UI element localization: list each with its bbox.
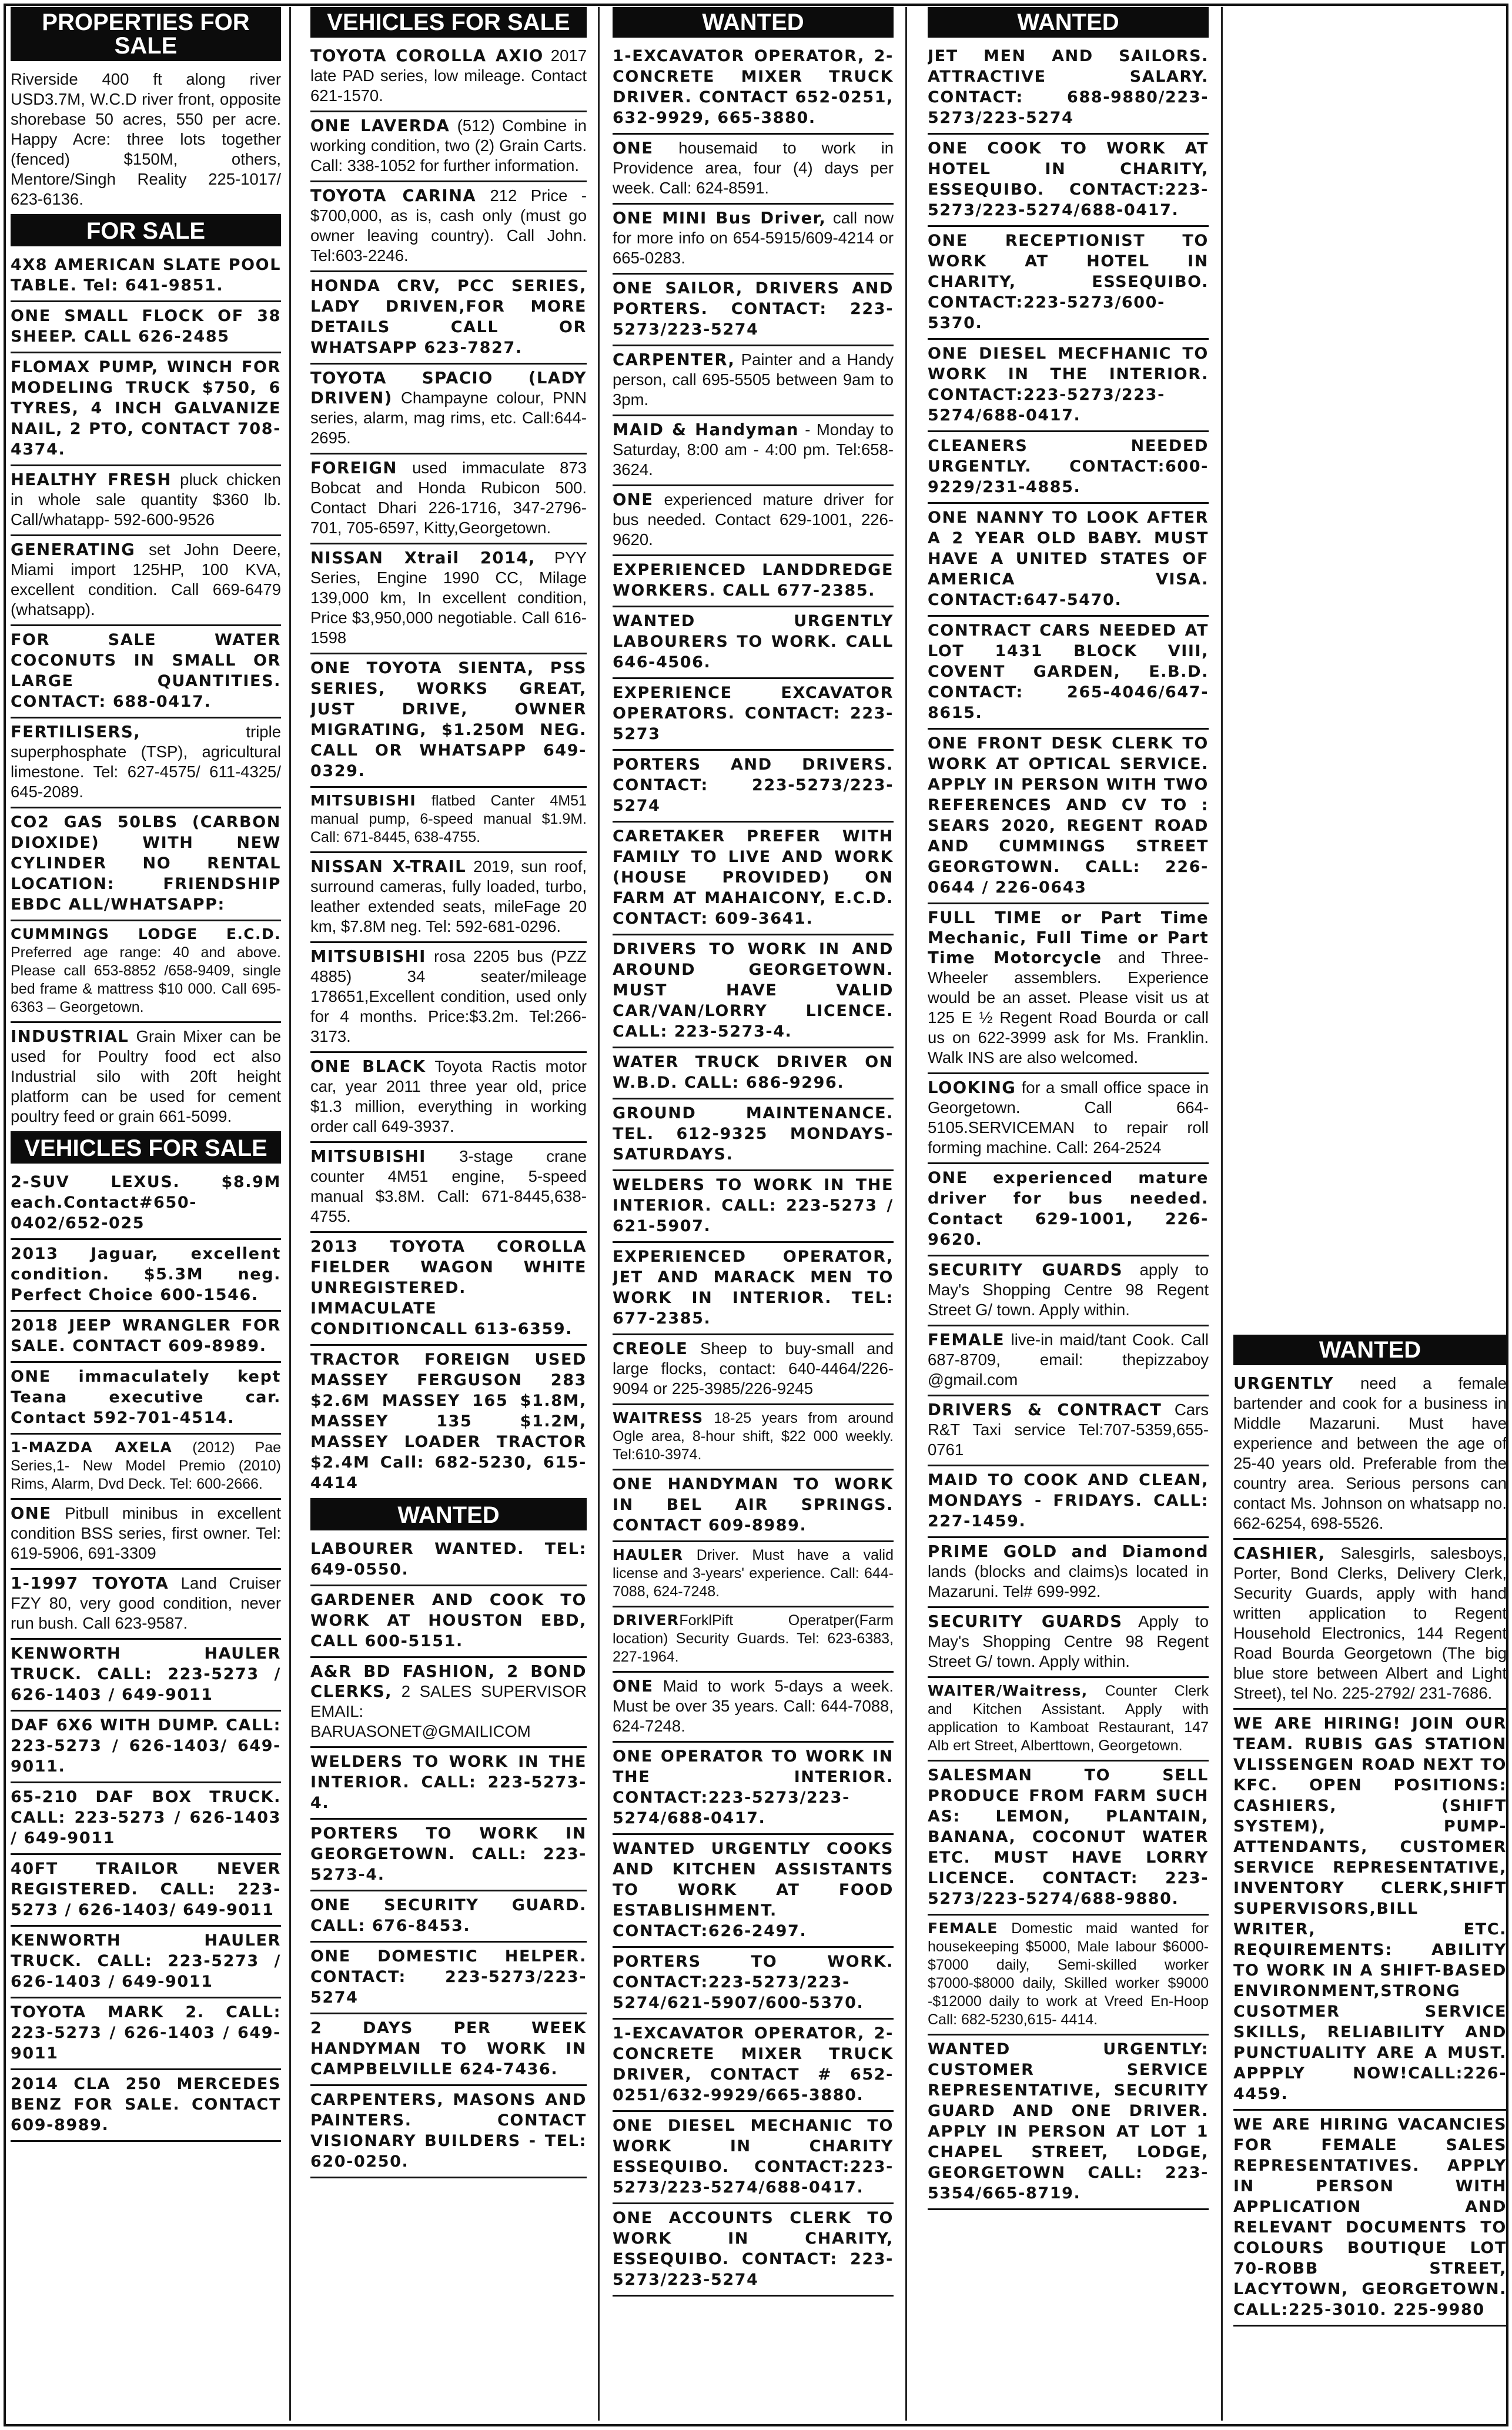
ad-text: 2013 Jaguar, excellent condition. $5.3M neg. Perfect Choice 600-1546. — [11, 1245, 281, 1304]
classified-ad — [11, 1640, 281, 1712]
classified-ad — [613, 607, 894, 679]
column-vehicles-for-sale — [310, 7, 587, 2421]
ad-lead: SECURITY GUARDS — [928, 1261, 1123, 1279]
ad-lead: PRIME GOLD and Diamond — [928, 1542, 1209, 1561]
ad-text: 2 SALES SUPERVISOR EMAIL: BARUASONET@GMAILICOM — [310, 1682, 587, 1740]
ad-text: (512) Combine in working condition, two (2) Grain Carts. Call: 338-1052 for further information. — [310, 116, 587, 175]
classified-ad — [11, 353, 281, 466]
ad-lead: HAULER — [613, 1546, 684, 1563]
classified-ad — [928, 135, 1209, 227]
classified-ad — [11, 536, 281, 626]
ad-text: WE ARE HIRING VACANCIES FOR FEMALE SALES REPRESENTATIVES. APPLY IN PERSON WITH APPLICATION AND RELEVANT DOCUMENTS TO COLOURS BOUTIQUE LOT 70-ROBB STREET, LACYTOWN, GEORGETOWN. CALL:225-3010. 225-9980 — [1233, 2115, 1507, 2319]
classified-ad — [613, 679, 894, 751]
ad-lead: URGENTLY — [1233, 1374, 1334, 1393]
classified-ad — [928, 1608, 1209, 1678]
ad-text: 2018 JEEP WRANGLER FOR SALE. CONTACT 609-8989. — [11, 1316, 281, 1355]
ad-text: Counter Clerk and Kitchen Assistant. Apply with application to Kamboat Restaurant, 147 Alb ert Street, Alberttown, Georgetown. — [928, 1683, 1209, 1754]
ad-text: 2017 late PAD series, low mileage. Contact 621-1570. — [310, 46, 587, 105]
ad-text: ONE immaculately kept Teana executive car. Contact 592-701-4514. — [11, 1368, 281, 1427]
classified-ad — [613, 1835, 894, 1948]
classified-ad — [310, 788, 587, 853]
ad-text: Cars R&T Taxi service Tel:707-5359,655-0761 — [928, 1400, 1209, 1459]
classified-ad — [11, 1998, 281, 2070]
ad-lead: TOYOTA SPACIO (LADY DRIVEN) — [310, 369, 587, 407]
ad-lead: ONE — [613, 139, 654, 158]
ad-lead: CUMMINGS LODGE E.C.D. — [11, 925, 281, 942]
ad-text: pluck chicken in whole sale quantity $360 lb. Call/whatapp- 592-600-9526 — [11, 470, 281, 529]
ad-text: call now for more info on 654-5915/609-4214 or 665-0283. — [613, 209, 894, 267]
ad-text: Champayne colour, PNN series, alarm, mag rims, etc. Call:644-2695. — [310, 389, 587, 447]
classified-ad — [613, 346, 894, 416]
column-wanted-3 — [1233, 1335, 1507, 2421]
classified-ad — [11, 1312, 281, 1363]
ad-lead: ONE BLACK — [310, 1057, 426, 1076]
ad-text: EXPERIENCE EXCAVATOR OPERATORS. CONTACT: 223-5273 — [613, 684, 894, 743]
classified-ad — [613, 205, 894, 275]
classified-ad — [613, 1673, 894, 1743]
classified-ad — [613, 1243, 894, 1335]
ad-text: CLEANERS NEEDED URGENTLY. CONTACT:600-9229/231-4885. — [928, 437, 1209, 496]
ad-text: Riverside 400 ft along river USD3.7M, W.C.D river front, opposite shorebase 50 acres, 550 per acre. Happy Acre: three lots together (fenced) $150M, others, Mentore/Singh Reality 225-1017/ 623-6136. — [11, 70, 281, 208]
classified-ad — [310, 943, 587, 1053]
ad-text: WANTED URGENTLY COOKS AND KITCHEN ASSISTANTS TO WORK AT FOOD ESTABLISHMENT. CONTACT:626-2497. — [613, 1840, 894, 1940]
classified-ad — [928, 42, 1209, 135]
classified-ad — [310, 1943, 587, 2014]
ad-text: CO2 GAS 50LBS (CARBON DIOXIDE) WITH NEW CYLINDER NO RENTAL LOCATION: FRIENDSHIP EBDC ALL/WHATSAPP: — [11, 813, 281, 914]
classified-ad — [310, 365, 587, 454]
column-divider — [289, 7, 291, 2421]
classified-ad — [613, 2020, 894, 2112]
ad-text: Painter and a Handy person, call 695-5505 between 9am to 3pm. — [613, 350, 894, 409]
ad-text: 212 Price - $700,000, as is, cash only (must go owner leaving country). Call John. Tel:603-2246. — [310, 186, 587, 265]
classified-ad — [928, 1396, 1209, 1466]
classified-ad — [11, 921, 281, 1023]
ad-lead: DRIVER — [613, 1612, 680, 1629]
ad-text: 2019, sun roof, surround cameras, fully loaded, turbo, leather extended seats, mileFage 20 km, $7.8M neg. Tel: 592-681-0296. — [310, 857, 587, 935]
ad-text: ONE TOYOTA SIENTA, PSS SERIES, WORKS GREAT, JUST DRIVE, OWNER MIGRATING, $1.250M NEG. CALL OR WHATSAPP 649-0329. — [310, 659, 587, 780]
section-header-for-sale: FOR SALE — [11, 216, 281, 246]
ad-lead: FULL TIME or Part Time Mechanic, Full Time or Part Time Motorcycle — [928, 908, 1209, 967]
ad-text: flatbed Canter 4M51 manual pump, 6-speed manual $1.9M. Call: 671-8445, 638-4755. — [310, 793, 587, 845]
ad-text: TRACTOR FOREIGN USED MASSEY FERGUSON 283 $2.6M MASSEY 165 $1.8M, MASSEY 135 $1.2M, MASSEY LOADER TRACTOR $2.4M Call: 682-5230, 615-4414 — [310, 1351, 587, 1492]
classified-ad — [11, 1927, 281, 1998]
classified-ad — [310, 1891, 587, 1943]
classified-ad — [928, 504, 1209, 617]
classified-ad — [613, 1542, 894, 1607]
classified-ad — [11, 1783, 281, 1855]
ad-text: (2012) Pae Series,1- New Model Premio (2010) Rims, Alarm, Dvd Deck. Tel: 600-2666. — [11, 1439, 281, 1492]
classified-ad — [613, 751, 894, 823]
classified-ad — [928, 432, 1209, 504]
classified-ad — [11, 1500, 281, 1570]
ad-lead: ONE — [11, 1504, 52, 1523]
classified-ad — [928, 1916, 1209, 2035]
ad-text: 2 DAYS PER WEEK HANDYMAN TO WORK IN CAMPBELVILLE 624-7436. — [310, 2019, 587, 2078]
ad-text: 40FT TRAILOR NEVER REGISTERED. CALL: 223-5273 / 626-1403/ 649-9011 — [11, 1860, 281, 1919]
ad-text: need a female bartender and cook for a business in Middle Mazaruni. Must have experience and between the age of 25-40 years old. Preferable from the country area. Serious persons can contact Ms. Johnson on whatsapp no. 662-6254, 698-5526. — [1233, 1374, 1507, 1532]
ad-text: triple superphosphate (TSP), agricultural limestone. Tel: 627-4575/ 611-4325/ 645-2089. — [11, 723, 281, 801]
ad-text: 18-25 years from around Ogle area, 8-hour shift, $22 000 weekly. Tel:610-3974. — [613, 1410, 894, 1463]
classified-ad — [613, 1171, 894, 1243]
section-header-vehicles-for-sale: VEHICLES FOR SALE — [310, 7, 587, 38]
classified-ad — [11, 1570, 281, 1640]
classified-ad — [310, 1820, 587, 1891]
classified-ad — [310, 2086, 587, 2178]
ad-text: set John Deere, Miami import 125HP, 100 KVA, excellent condition. Call 669-6479 (whatsapp). — [11, 540, 281, 619]
ad-text: Sheep to buy-small and large flocks, contact: 640-4464/226-9094 or 225-3985/226-9245 — [613, 1339, 894, 1398]
ad-lead: CASHIER, — [1233, 1544, 1326, 1563]
classified-ad — [928, 1164, 1209, 1256]
ad-text: ONE experienced mature driver for bus needed. Contact 629-1001, 226-9620. — [928, 1169, 1209, 1249]
ad-text: ONE OPERATOR TO WORK IN THE INTERIOR. CONTACT:223-5273/223-5274/688-0417. — [613, 1747, 894, 1827]
ad-text: 1-EXCAVATOR OPERATOR, 2- CONCRETE MIXER TRUCK DRIVER, CONTACT # 652-0251/632-9929/665-3880. — [613, 2024, 894, 2104]
ad-text: CARETAKER PREFER WITH FAMILY TO LIVE AND WORK (HOUSE PROVIDED) ON FARM AT MAHAICONY, E.C.D. CONTACT: 609-3641. — [613, 827, 894, 928]
classified-ad — [11, 1168, 281, 1240]
classified-ad — [310, 544, 587, 654]
classified-ad — [613, 486, 894, 556]
ad-text: WATER TRUCK DRIVER ON W.B.D. CALL: 686-9296. — [613, 1053, 894, 1092]
classified-ad — [11, 1435, 281, 1500]
ad-text: 65-210 DAF BOX TRUCK. CALL: 223-5273 / 626-1403 / 649-9011 — [11, 1788, 281, 1847]
section-header-wanted: WANTED — [613, 7, 894, 38]
ad-text: ONE RECEPTIONIST TO WORK AT HOTEL IN CHARITY, ESSEQUIBO. CONTACT:223-5273/600-5370. — [928, 232, 1209, 332]
classified-ad — [613, 1335, 894, 1405]
ad-text: Salesgirls, salesboys, Porter, Bond Clerks, Delivery Clerk, Security Guards, apply with hand written application to Regent Household Electronics, 144 Regent Road Bourda Georgetown (The big blue store between Albert and Light Street), tel No. 225-2792/ 231-7686. — [1233, 1544, 1507, 1702]
column-divider — [905, 7, 907, 2421]
ad-text: Apply to May's Shopping Centre 98 Regent Street G/ town. Apply within. — [928, 1612, 1209, 1670]
ad-lead: MITSUBISHI — [310, 1147, 426, 1166]
classified-ad — [11, 626, 281, 718]
ad-text: PYY Series, Engine 1990 CC, Milage 139,000 km, In excellent condition, Price $3,950,000 negotiable. Call 616-1598 — [310, 549, 587, 647]
classified-ad — [11, 466, 281, 536]
ad-text: Land Cruiser FZY 80, very good condition, never run bush. Call 623-9587. — [11, 1574, 281, 1632]
classified-ad — [613, 1470, 894, 1542]
ad-text: PORTERS AND DRIVERS. CONTACT: 223-5273/223-5274 — [613, 756, 894, 815]
classified-ad — [11, 1712, 281, 1783]
classified-ad — [11, 1363, 281, 1435]
classified-ad — [1233, 1710, 1507, 2111]
ad-text: - Monday to Saturday, 8:00 am - 4:00 pm. Tel:658-3624. — [613, 420, 894, 479]
classified-ad — [310, 1233, 587, 1346]
classified-ad — [613, 1048, 894, 1099]
classified-ad — [613, 1405, 894, 1470]
ad-text: Preferred age range: 40 and above. Please call 653-8852 /658-9409, single bed frame & mattress $10 000. Call 695-6363 – Georgetown. — [11, 944, 281, 1015]
classified-ad — [11, 66, 281, 216]
ad-text: DRIVERS TO WORK IN AND AROUND GEORGETOWN. MUST HAVE VALID CAR/VAN/LORRY LICENCE. CALL: 223-5273-4. — [613, 940, 894, 1041]
ad-lead: INDUSTRIAL — [11, 1027, 129, 1046]
ad-lead: ONE — [613, 490, 654, 509]
ad-text: GROUND MAINTENANCE. TEL. 612-9325 MONDAYS-SATURDAYS. — [613, 1104, 894, 1164]
ad-lead: WAITER/Waitress, — [928, 1682, 1088, 1699]
classified-ad — [928, 1074, 1209, 1164]
ad-text: Domestic maid wanted for housekeeping $5000, Male labour $6000- $7000 daily, Semi-skilled worker $7000-$8000 daily, Skilled worker $9000 -$12000 daily to work at Vreed En-Hoop Call: 682-5230,615- 4414. — [928, 1920, 1209, 2028]
classified-ad — [310, 1748, 587, 1820]
classified-ad — [613, 556, 894, 607]
column-divider — [1221, 7, 1223, 2421]
ad-text: Pitbull minibus in excellent condition BSS series, first owner. Tel: 619-5906, 691-3309 — [11, 1504, 281, 1562]
classified-ad — [928, 1326, 1209, 1396]
classified-ad — [928, 1538, 1209, 1608]
ad-lead: LOOKING — [928, 1078, 1016, 1097]
ad-lead: 1-MAZDA AXELA — [11, 1439, 173, 1456]
classified-ad — [613, 2204, 894, 2297]
ad-text: KENWORTH HAULER TRUCK. CALL: 223-5273 / 626-1403 / 649-9011 — [11, 1644, 281, 1704]
ad-text: EXPERIENCED OPERATOR, JET AND MARACK MEN TO WORK IN INTERIOR. TEL: 677-2385. — [613, 1248, 894, 1328]
classified-ad — [11, 1855, 281, 1927]
classified-ad — [613, 823, 894, 935]
ad-lead: FERTILISERS, — [11, 723, 141, 741]
ad-lead: FEMALE — [928, 1920, 998, 1937]
classified-ad — [613, 935, 894, 1048]
ad-lead: ONE — [613, 1677, 654, 1696]
ad-lead: TOYOTA CARINA — [310, 186, 477, 205]
ad-lead: FOREIGN — [310, 459, 397, 477]
ad-lead: FEMALE — [928, 1331, 1005, 1349]
ad-lead: CARPENTER, — [613, 350, 735, 369]
classified-ad — [310, 654, 587, 788]
ad-text: 3-stage crane counter 4M51 engine, 5-speed manual $3.8M. Call: 671-8445,638-4755. — [310, 1147, 587, 1225]
column-wanted-2 — [928, 7, 1209, 2421]
classified-ad — [1233, 2111, 1507, 2327]
ad-text: EXPERIENCED LANDDREDGE WORKERS. CALL 677-2385. — [613, 561, 894, 600]
section-header-vehicles-for-sale: VEHICLES FOR SALE — [11, 1133, 281, 1164]
ad-text: DAF 6X6 WITH DUMP. CALL: 223-5273 / 626-1403/ 649-9011. — [11, 1716, 281, 1776]
ad-text: ONE DIESEL MECHANIC TO WORK IN CHARITY ESSEQUIBO. CONTACT:223-5273/223-5274/688-0417. — [613, 2117, 894, 2197]
ad-text: WELDERS TO WORK IN THE INTERIOR. CALL: 223-5273 / 621-5907. — [613, 1176, 894, 1235]
classified-ad — [613, 135, 894, 205]
classified-ad — [310, 42, 587, 112]
ad-text: WELDERS TO WORK IN THE INTERIOR. CALL: 223-5273-4. — [310, 1753, 587, 1812]
ad-lead: DRIVERS & CONTRACT — [928, 1400, 1162, 1419]
classified-ad — [310, 1053, 587, 1143]
classified-ad — [310, 272, 587, 365]
ad-lead: ONE LAVERDA — [310, 116, 450, 135]
ad-text: 1-EXCAVATOR OPERATOR, 2-CONCRETE MIXER TRUCK DRIVER. CONTACT 652-0251, 632-9929, 665-3880. — [613, 47, 894, 127]
column-properties-for-sale — [11, 7, 281, 2421]
ad-text: ForklPift Operatper(Farm location) Security Guards. Tel: 623-6383, 227-1964. — [613, 1612, 894, 1665]
ad-text: ONE COOK TO WORK AT HOTEL IN CHARITY, ESSEQUIBO. CONTACT:223-5273/223-5274/688-0417. — [928, 139, 1209, 219]
classified-ad — [613, 1948, 894, 2020]
ad-lead: GENERATING — [11, 540, 136, 559]
classified-ad — [1233, 1540, 1507, 1710]
ad-text: rosa 2205 bus (PZZ 4885) 34 seater/mileage 178651,Excellent condition, used only for 4 months. Price:$3.2m. Tel:266-3173. — [310, 947, 587, 1045]
ad-text: HONDA CRV, PCC SERIES, LADY DRIVEN,FOR MORE DETAILS CALL OR WHATSAPP 623-7827. — [310, 277, 587, 357]
ad-text: JET MEN AND SAILORS. ATTRACTIVE SALARY. CONTACT: 688-9880/223-5273/223-5274 — [928, 47, 1209, 127]
classified-ad — [928, 1256, 1209, 1326]
classified-ad — [310, 1346, 587, 1500]
ad-text: WE ARE HIRING! JOIN OUR TEAM. RUBIS GAS STATION VLISSENGEN ROAD NEXT TO KFC. OPEN POSITIONS: CASHIERS, (SHIFT SYSTEM), PUMP-ATTENDANTS, CUSTOMER SERVICE REPRESENTATIVE, INVENTORY CLERK,SHIFT SUPERVISORS,BILL WRITER, ETC. REQUIREMENTS: ABILITY TO WORK IN A SHIFT-BASED ENVIRONMENT,STRONG CUSOTMER SERVICE SKILLS, RELIABILITY AND PUNCTUALITY ARE A MUST. APPPLY NOW!CALL:226-4459. — [1233, 1714, 1507, 2103]
ad-lead: HEALTHY FRESH — [11, 470, 172, 489]
ad-text: FOR SALE WATER COCONUTS IN SMALL OR LARGE QUANTITIES. CONTACT: 688-0417. — [11, 631, 281, 711]
classified-ad — [310, 1143, 587, 1233]
ad-text: SALESMAN TO SELL PRODUCE FROM FARM SUCH AS: LEMON, PLANTAIN, BANANA, COCONUT WATER ETC. MUST HAVE LORRY LICENCE. CONTACT: 223-5273/223-5274/688-9880. — [928, 1766, 1209, 1908]
ad-text: ONE NANNY TO LOOK AFTER A 2 YEAR OLD BABY. MUST HAVE A UNITED STATES OF AMERICA VISA. CONTACT:647-5470. — [928, 509, 1209, 609]
ad-text: ONE SAILOR, DRIVERS AND PORTERS. CONTACT: 223-5273/223-5274 — [613, 279, 894, 339]
classified-ad — [613, 275, 894, 346]
section-header-wanted: WANTED — [928, 7, 1209, 38]
classified-ad — [928, 1466, 1209, 1538]
classified-ad — [310, 454, 587, 544]
ad-text: ONE ACCOUNTS CLERK TO WORK IN CHARITY, ESSEQUIBO. CONTACT: 223-5273/223-5274 — [613, 2209, 894, 2289]
ad-text: TOYOTA MARK 2. CALL: 223-5273 / 626-1403 / 649-9011 — [11, 2003, 281, 2063]
ad-text: MAID TO COOK AND CLEAN, MONDAYS - FRIDAYS. CALL: 227-1459. — [928, 1471, 1209, 1530]
classified-ad — [310, 112, 587, 182]
classified-ad — [310, 1535, 587, 1586]
ad-text: Driver. Must have a valid license and 3-years' experience. Call: 644-7088, 624-7248. — [613, 1547, 894, 1600]
ad-text: and Three-Wheeler assemblers. Experience would be an asset. Please visit us at 125 E ½ Regent Road Bourda or call us on 622-3999 ask for Ms. Franklin. Walk INS are also welcomed. — [928, 948, 1209, 1067]
ad-lead: MAID & Handyman — [613, 420, 799, 439]
classified-ad — [11, 1023, 281, 1133]
column-wanted-1 — [613, 7, 894, 2421]
ad-lead: NISSAN Xtrail 2014, — [310, 549, 536, 567]
ad-text: 2-SUV LEXUS. $8.9M each.Contact#650-0402/652-025 — [11, 1173, 281, 1232]
ad-lead: TOYOTA COROLLA AXIO — [310, 46, 544, 65]
classified-ad — [310, 182, 587, 272]
classified-ad — [11, 718, 281, 808]
ad-text: ONE DOMESTIC HELPER. CONTACT: 223-5273/223-5274 — [310, 1947, 587, 2007]
ad-text: lands (blocks and claims)s located in Mazaruni. Tel# 699-992. — [928, 1562, 1209, 1600]
column-divider — [598, 7, 600, 2421]
ad-text: for a small office space in Georgetown. Call 664-5105.SERVICEMAN to repair roll forming machine. Call: 264-2524 — [928, 1078, 1209, 1156]
ad-text: ONE HANDYMAN TO WORK IN BEL AIR SPRINGS. CONTACT 609-8989. — [613, 1475, 894, 1535]
classified-ad — [928, 227, 1209, 340]
ad-text: Maid to work 5-days a week. Must be over 35 years. Call: 644-7088, 624-7248. — [613, 1677, 894, 1735]
classified-ad — [11, 808, 281, 921]
ad-text: WANTED URGENTLY LABOURERS TO WORK. CALL 646-4506. — [613, 612, 894, 671]
ad-lead: SECURITY GUARDS — [928, 1612, 1123, 1631]
ad-text: GARDENER AND COOK TO WORK AT HOUSTON EBD, CALL 600-5151. — [310, 1591, 587, 1650]
classified-ad — [928, 1762, 1209, 1916]
ad-text: 2014 CLA 250 MERCEDES BENZ FOR SALE. CONTACT 609-8989. — [11, 2075, 281, 2134]
ad-text: 2013 TOYOTA COROLLA FIELDER WAGON WHITE UNREGISTERED. IMMACULATE CONDITIONCALL 613-6359. — [310, 1238, 587, 1338]
classified-ad — [928, 617, 1209, 730]
section-header-wanted: WANTED — [1233, 1335, 1507, 1365]
classified-ad — [310, 2014, 587, 2086]
classified-ad — [613, 2112, 894, 2204]
classified-ad — [1233, 1370, 1507, 1540]
ad-lead: MITSUBISHI — [310, 792, 417, 809]
classified-ad — [613, 416, 894, 486]
classified-ad — [11, 251, 281, 302]
classified-ad — [11, 302, 281, 353]
classified-ad — [928, 340, 1209, 432]
ad-text: 4X8 AMERICAN SLATE POOL TABLE. Tel: 641-9851. — [11, 256, 281, 295]
ad-text: used immaculate 873 Bobcat and Honda Rubicon 500. Contact Dhari 226-1716, 347-2796-701, 705-6597, Kitty,Georgetown. — [310, 459, 587, 537]
classified-ad — [310, 853, 587, 943]
ad-text: PORTERS TO WORK. CONTACT:223-5273/223-5274/621-5907/600-5370. — [613, 1953, 894, 2012]
ad-text: FLOMAX PUMP, WINCH FOR MODELING TRUCK $750, 6 TYRES, 4 INCH GALVANIZE NAIL, 2 PTO, CONTACT 708-4374. — [11, 358, 281, 459]
ad-text: ONE SMALL FLOCK OF 38 SHEEP. CALL 626-2485 — [11, 307, 281, 346]
classified-ad — [310, 1586, 587, 1658]
ad-text: housemaid to work in Providence area, four (4) days per week. Call: 624-8591. — [613, 139, 894, 197]
classified-ad — [613, 42, 894, 135]
ad-text: CONTRACT CARS NEEDED AT LOT 1431 BLOCK VIII, COVENT GARDEN, E.B.D. CONTACT: 265-4046/647-8615. — [928, 621, 1209, 722]
classified-ad — [613, 1743, 894, 1835]
classified-ad — [310, 1658, 587, 1748]
ad-text: WANTED URGENTLY: CUSTOMER SERVICE REPRESENTATIVE, SECURITY GUARD AND ONE DRIVER. APPLY IN PERSON AT LOT 1 CHAPEL STREET, LODGE, GEORGETOWN CALL: 223-5354/665-8719. — [928, 2040, 1209, 2202]
section-header-wanted: WANTED — [310, 1500, 587, 1530]
classified-ad — [613, 1607, 894, 1673]
ad-lead: NISSAN X-TRAIL — [310, 857, 467, 876]
ad-lead: ONE MINI Bus Driver, — [613, 209, 827, 228]
ad-text: PORTERS TO WORK IN GEORGETOWN. CALL: 223-5273-4. — [310, 1824, 587, 1884]
ad-text: ONE DIESEL MECFHANIC TO WORK IN THE INTERIOR. CONTACT:223-5273/223-5274/688-0417. — [928, 345, 1209, 425]
ad-text: live-in maid/tant Cook. Call 687-8709, email: thepizzaboy @gmail.com — [928, 1331, 1209, 1389]
ad-text: Toyota Ractis motor car, year 2011 three year old, price $1.3 million, everything in working order call 649-3937. — [310, 1057, 587, 1135]
ad-text: KENWORTH HAULER TRUCK. CALL: 223-5273 / 626-1403 / 649-9011 — [11, 1931, 281, 1991]
ad-text: CARPENTERS, MASONS AND PAINTERS. CONTACT VISIONARY BUILDERS - TEL: 620-0250. — [310, 2091, 587, 2171]
classified-ad — [928, 730, 1209, 904]
ad-lead: 1-1997 TOYOTA — [11, 1574, 169, 1593]
ad-text: ONE FRONT DESK CLERK TO WORK AT OPTICAL SERVICE. APPLY IN PERSON WITH TWO REFERENCES AND CV TO : SEARS 2020, REGENT ROAD AND CUMMINGS STREET GEORGTOWN. CALL: 226-0644 / 226-0643 — [928, 734, 1209, 897]
ad-text: experienced mature driver for bus needed. Contact 629-1001, 226-9620. — [613, 490, 894, 549]
classified-ad — [928, 904, 1209, 1074]
ad-lead: MITSUBISHI — [310, 947, 426, 966]
section-header-properties-for-sale: PROPERTIES FOR SALE — [11, 7, 281, 61]
ad-lead: CREOLE — [613, 1339, 688, 1358]
classified-ad — [11, 1240, 281, 1312]
ad-text: ONE SECURITY GUARD. CALL: 676-8453. — [310, 1896, 587, 1935]
ad-text: Grain Mixer can be used for Poultry food ect also Industrial silo with 20ft height platform can be used for cement poultry feed or grain 661-5099. — [11, 1027, 281, 1125]
classified-ad — [928, 1678, 1209, 1762]
ad-lead: WAITRESS — [613, 1409, 704, 1426]
classified-ad — [11, 2070, 281, 2142]
classified-ad — [613, 1099, 894, 1171]
ad-text: LABOURER WANTED. TEL: 649-0550. — [310, 1540, 587, 1579]
ad-text: apply to May's Shopping Centre 98 Regent Street G/ town. Apply within. — [928, 1261, 1209, 1319]
classified-ad — [928, 2035, 1209, 2210]
ad-lead: A&R BD FASHION, 2 BOND CLERKS, — [310, 1662, 587, 1701]
